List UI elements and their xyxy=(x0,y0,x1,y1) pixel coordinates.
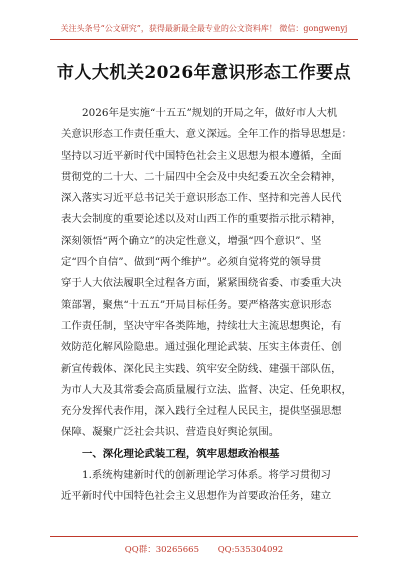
paragraph-line: 2026年是实施“十五五”规划的开局之年，做好市人大机 xyxy=(82,107,338,119)
paragraph-line: 深入落实习近平总书记关于意识形态工作、坚持和完善人民代 xyxy=(61,192,342,205)
document-body xyxy=(61,103,363,508)
paragraph-line: 坚持以习近平新时代中国特色社会主义思想为根本遵循，全面 xyxy=(61,149,342,162)
paragraph-line: 工作责任制，坚决守牢各类阵地，持续壮大主流思想舆论，有 xyxy=(61,319,342,332)
paragraph-line: 新宣传载体、深化民主实践、筑牢安全防线、建强干部队伍， xyxy=(61,362,342,375)
paragraph-line: 为市人大及其常委会高质量履行立法、监督、决定、任免职权， xyxy=(61,383,352,396)
footer-contact xyxy=(0,545,408,556)
paragraph-line: 关意识形态工作责任重大、意义深远。全年工作的指导思想是： xyxy=(61,128,352,141)
header-divider xyxy=(50,39,358,40)
paragraph-line: 效防范化解风险隐患。通过强化理论武装、压实主体责任、创 xyxy=(61,341,342,354)
paragraph-line: 策部署，聚焦“十五五”开局目标任务。要严格落实意识形态 xyxy=(61,298,332,311)
paragraph-line: 穿于人大依法履职全过程各方面，紧紧围绕省委、市委重大决 xyxy=(61,277,342,290)
footer-qq-group: QQ群：30265665 xyxy=(124,545,199,555)
section-heading: 一、深化理论武装工程，筑牢思想政治根基 xyxy=(82,447,280,460)
footer-qq: QQ:535304092 xyxy=(217,545,284,555)
paragraph-line: 表大会制度的重要论述以及对山西工作的重要指示批示精神， xyxy=(61,213,342,226)
paragraph-line: 贯彻党的二十大、二十届四中全会及中央纪委五次全会精神， xyxy=(61,170,342,183)
paragraph-line: 深刻领悟“两个确立”的决定性意义，增强“四个意识”、坚 xyxy=(61,234,322,247)
document-title: 市人大机关2026年意识形态工作要点 xyxy=(56,63,352,83)
paragraph-line: 保障、凝聚广泛社会共识、营造良好舆论氛围。 xyxy=(61,426,280,439)
paragraph-line: 1.系统构建新时代的创新理论学习体系。将学习贯彻习 xyxy=(82,469,331,482)
header-banner: 关注头条号“公文研究”，获得最新最全最专业的公文资料库！ 微信：gongwenyj xyxy=(60,24,348,33)
paragraph-line: 定“四个自信”、做到“两个维护”。必须自觉将党的领导贯 xyxy=(61,256,322,269)
paragraph-line: 近平新时代中国特色社会主义思想作为首要政治任务，建立 xyxy=(61,490,332,503)
footer-divider xyxy=(50,536,358,537)
paragraph-line: 充分发挥代表作用，深入践行全过程人民民主，提供坚强思想 xyxy=(61,405,342,418)
